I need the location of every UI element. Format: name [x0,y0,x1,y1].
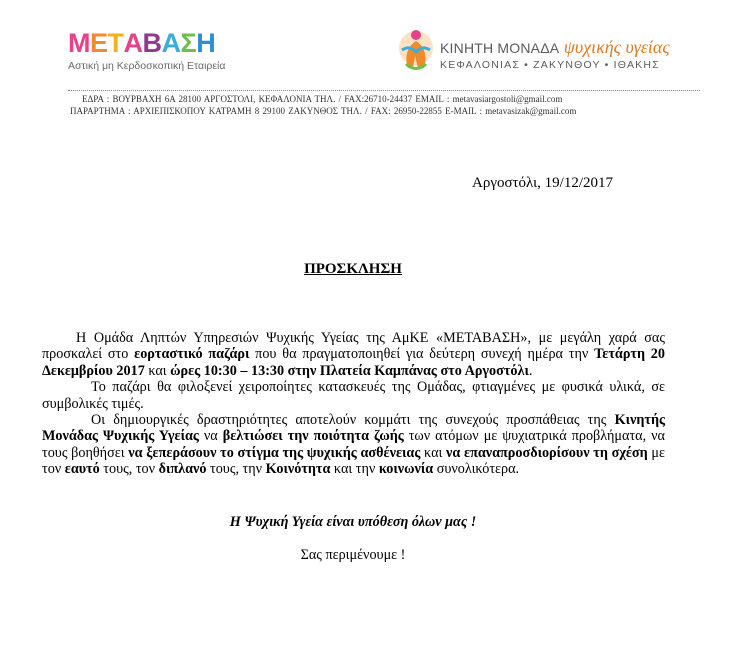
text: και την [330,461,379,478]
bold-text: εορταστικό παζάρι [134,346,250,363]
closing-line: Σας περιμένουμε ! [300,547,406,563]
text: Οι δημιουργικές δραστηριότητες αποτελούν κομμάτι της συνεχούς προσπάθειας της [91,412,615,429]
text: που θα πραγματοποιηθεί για δεύτερη συνεχή ημέρα την [249,346,595,363]
paragraph-bazaar: Το παζάρι θα φιλοξενεί χειροποίητες κατασκευές της Ομάδας, φτιαγμένες με φυσικά υλικά, σε συμβολικές τιμές. [42,379,665,412]
bold-text: να ξεπεράσουν το στίγμα της ψυχικής ασθένειας [128,444,421,461]
logo-letter: Σ [180,28,197,58]
unit-name-plain: ΚΙΝΗΤΗ ΜΟΝΑΔΑ [440,40,560,56]
text: τους, την [206,461,266,478]
bold-text: εαυτό [64,461,100,478]
text: τους, τον [99,461,159,478]
header-divider [68,90,700,91]
text: να [198,428,223,445]
text: . [528,362,533,379]
text: συνολικότερα. [433,461,520,478]
letter-heading: ΠΡΟΣΚΛΗΣΗ [304,261,402,277]
logo-wordmark [68,28,218,58]
logo-letter: Η [196,28,216,58]
bold-text: βελτιώσει την ποιότητα ζωής [222,428,404,445]
address-line-branch: ΠΑΡΑΡΤΗΜΑ : ΑΡΧΙΕΠΙΣΚΟΠΟΥ ΚΑΤΡΑΜΗ 8 29100 ΖΑΚΥΝΘΟΣ ΤΗΛ. / FAX: 26950-22855 E-MAIL : metavasizak@gmail.com [70,106,577,116]
bold-text: Κοινότητα [265,461,331,478]
logo-letter: Α [161,28,181,58]
bold-text: Τετάρτη 20 Δεκεμβρίου 2017 [42,346,665,379]
text: και [420,444,447,461]
person-figure-icon [396,26,436,76]
bold-text: ώρες 10:30 – 13:30 στην Πλατεία Καμπάνας στο Αργοστόλι [170,362,529,379]
text: με τον [42,444,665,478]
unit-name [440,37,670,58]
paragraph-activities [42,412,665,478]
unit-name-accent: ψυχικής υγείας [563,37,670,57]
bold-text: κοινωνία [378,461,434,478]
logo-letter: Β [142,28,162,58]
letter-date: Αργοστόλι, 19/12/2017 [472,175,614,191]
logo-letter: Μ [68,28,90,58]
paragraph-invitation [42,330,665,379]
text: Η Ομάδα Ληπτών Υπηρεσιών Ψυχικής Υγείας της ΑμΚΕ «ΜΕΤΑΒΑΣΗ», με μεγάλη χαρά σας προσκαλεί στο [42,330,665,363]
metavasi-logo [68,28,226,72]
bold-text: να επαναπροσδιορίσουν τη σχέση [446,444,648,461]
text: και [144,362,171,379]
letter-body [42,330,665,478]
mobile-unit-logo [396,26,716,76]
logo-letter: Α [123,28,143,58]
bold-text: Κινητής Μονάδας Ψυχικής Υγείας [42,412,665,445]
logo-letter: Ε [90,28,108,58]
unit-regions: ΚΕΦΑΛΟΝΙΑΣ • ΖΑΚΥΝΘΟΥ • ΙΘΑΚΗΣ [440,59,660,71]
bold-text: διπλανό [158,461,207,478]
logo-tagline: Αστική μη Κερδοσκοπική Εταιρεία [68,60,226,72]
slogan: Η Ψυχική Υγεία είναι υπόθεση όλων μας ! [229,514,477,530]
address-line-main: ΕΔΡΑ : ΒΟΥΡΒΑΧΗ 6Α 28100 ΑΡΓΟΣΤΟΛΙ, ΚΕΦΑΛΟΝΙΑ ΤΗΛ. / FAX:26710-24437 EMAIL : metavasiargostoli@gmail.com [82,94,563,104]
text: των ατόμων με ψυχιατρικά προβλήματα, να τους βοηθήσει [42,428,665,461]
logo-letter: Τ [107,28,124,58]
